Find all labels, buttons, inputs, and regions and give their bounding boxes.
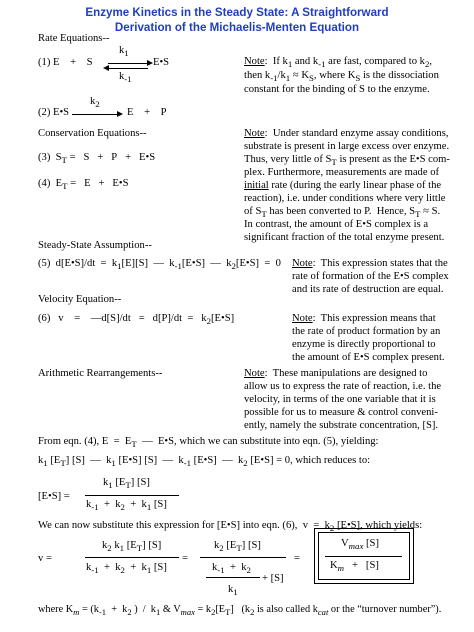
note-2-line-1: Note: Under standard enzyme assay conditions, [244, 128, 449, 139]
note-2-line-6: reaction), i.e. under conditions where very little [244, 193, 446, 204]
es-lhs: [E•S] = [38, 491, 70, 502]
note-5-line-5: ently, namely the substrate concentration, [S]. [244, 420, 439, 431]
title-line-1: Enzyme Kinetics in the Steady State: A Straightforward [85, 6, 389, 19]
equation-3: (3) $S_T = S + P$ + E•S [38, 152, 156, 166]
fraction-1-numerator: $k_2$ $k_1$ $[E_T]$ [S] [102, 540, 162, 554]
fraction-2-inner-bar [206, 577, 260, 578]
note-3-line-2: rate of formation of the E•S complex [292, 271, 449, 282]
fraction-2-numerator: $k_2$ $[E_T]$ [S] [214, 540, 261, 554]
equals-sign-1: = [182, 553, 188, 564]
from-eq4-line: From eqn. (4), $E = E_T$ — E•S, which we can substitute into eqn. (5), yielding: [38, 436, 379, 450]
note-5-line-3: velocity, in terms of the one variable that it is [244, 394, 436, 405]
note-4-line-1: Note: This expression means that [292, 313, 436, 324]
fraction-2-inner-denominator: $k_1$ [228, 584, 238, 598]
final-fraction-bar [325, 556, 402, 557]
note-2-line-3: Thus, very little of $S_T$ is present as the E•S com- [244, 154, 450, 168]
es-numerator: $k_1$ $[E_T]$ [S] [103, 477, 150, 491]
v-lhs: v = [38, 553, 52, 564]
note-2-line-2: substrate is present in large excess over enzyme. [244, 141, 450, 152]
title-line-2: Derivation of the Michaelis-Menten Equation [114, 21, 360, 34]
note-5-line-2: allow us to express the rate of reaction, i.e. the [244, 381, 442, 392]
es-fraction-bar [85, 495, 179, 496]
arithmetic-heading: Arithmetic Rearrangements-- [38, 368, 163, 379]
steady-state-heading: Steady-State Assumption-- [38, 240, 152, 251]
equation-4: (4) $E_T = E$ + E•S [38, 178, 129, 192]
k2-arrow [72, 114, 118, 115]
note-1-line-3: constant for the binding of S to the enzyme. [244, 84, 430, 95]
fraction-2-inner-numerator: $k_{-1} + k_2$ [212, 562, 251, 576]
es-complex-product: E•S [153, 57, 170, 68]
reverse-arrowhead [103, 65, 109, 71]
footer-definition: where $K_m = (k_{-1} + k_2$ ) / $k_1$ & $V_{max} = k_2[E_T]$ ($k_2$ is also called $k_{cat}$ or the “turnover number”). [38, 604, 442, 618]
rate-equations-heading: Rate Equations-- [38, 33, 110, 44]
fraction-2-bar [200, 557, 286, 558]
note-1-line-2: then $k_{-1}/k_1 \approx K_S$, where $K_S$ is the dissociation [244, 70, 439, 84]
note-2-line-8: In contrast, the amount of E•S complex is a [244, 219, 429, 230]
note-5-line-4: possible for us to measure & control conveni- [244, 407, 438, 418]
es-denominator: $k_{-1} + k_2 + k_1$ [S] [86, 499, 167, 513]
equals-sign-2: = [294, 553, 300, 564]
note-4-line-4: the amount of E•S complex present. [292, 352, 445, 363]
note-4-line-2: the rate of product formation by an [292, 326, 441, 337]
final-denominator: $K_m + [S]$ [330, 560, 379, 574]
substitute-line: We can now substitute this expression for [E•S] into eqn. (6), $v = k_2$ [E•S], which yields: [38, 520, 423, 534]
note-2-line-7: of $S_T$ has been converted to P. Hence, $S_T \approx S$. [244, 206, 441, 220]
equation-6: (6) v = —d[S]/dt = $d[P]/dt = k_2[E•S]$ [38, 313, 235, 327]
equation-1-label: (1) E + S [38, 57, 93, 68]
fraction-1-bar [85, 557, 179, 558]
expanded-equation: $k_1$ $[E_T]$ [S] — $k_1$ [E•S] [S] — $k_{-1}$ [E•S] — $k_2$ [E•S] = 0, which reduces to: [38, 455, 371, 469]
note-5-line-1: Note: These manipulations are designed to [244, 368, 428, 379]
note-2-line-5: initial rate (during the early linear phase of the [244, 180, 442, 191]
fraction-2-plus-s: + [S] [262, 573, 284, 584]
forward-arrow [108, 63, 148, 64]
note-2-line-4: plex. Furthermore, measurements are made of [244, 167, 440, 178]
fraction-1-denominator: $k_{-1} + k_2 + k_1$ [S] [86, 562, 167, 576]
conservation-heading: Conservation Equations-- [38, 128, 147, 139]
note-1-line-1: Note: If $k_1$ and $k_{-1}$ are fast, compared to $k_2$, [244, 56, 433, 70]
velocity-heading: Velocity Equation-- [38, 294, 122, 305]
k2-label: $k_2$ [90, 96, 100, 110]
equation-2-products: E + P [127, 107, 167, 118]
reverse-arrow [108, 68, 148, 69]
note-4-line-3: enzyme is directly proportional to [292, 339, 436, 350]
note-2-line-9: significant fraction of the total enzyme present. [244, 232, 445, 243]
k-1-label: $k_{-1}$ [119, 71, 132, 85]
k1-label: $k_1$ [119, 45, 129, 59]
final-numerator: $V_{max}$ [S] [341, 538, 379, 552]
note-3-line-1: Note: This expression states that the [292, 258, 448, 269]
note-3-line-3: and its rate of destruction are equal. [292, 284, 444, 295]
equation-2-label: (2) E•S [38, 107, 70, 118]
equation-5: (5) d[E•S]/dt = $k_1[E][S]$ — $k_{-1}[E•S]$ — $k_2[E•S] = 0$ [38, 258, 281, 272]
k2-arrowhead [117, 111, 123, 117]
